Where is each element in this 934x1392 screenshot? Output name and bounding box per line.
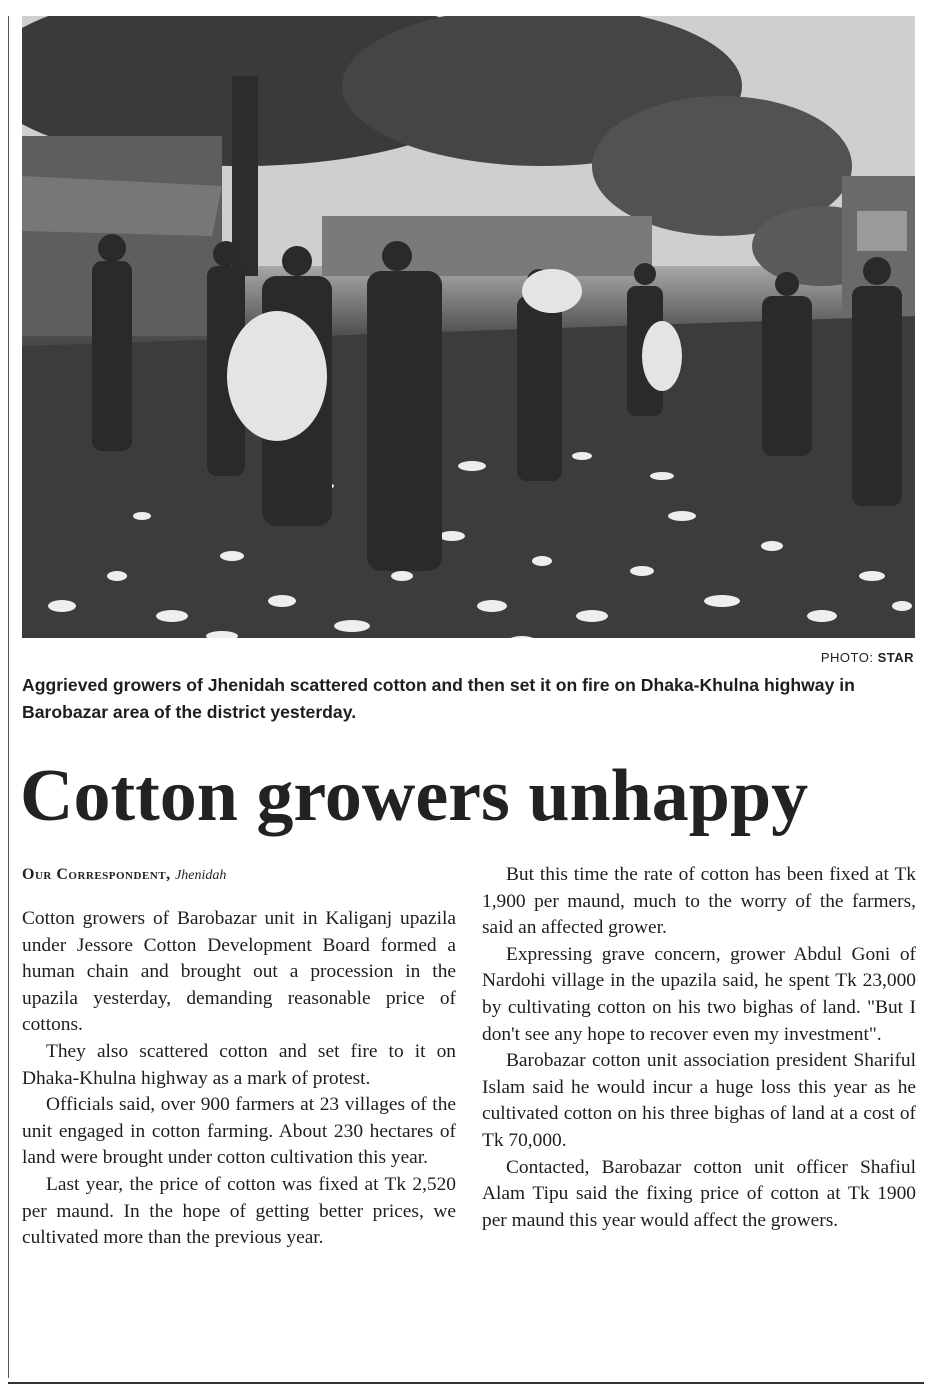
page-border-bottom xyxy=(8,1382,924,1384)
article-paragraph: Cotton growers of Barobazar unit in Kaliganj upazila under Jessore Cotton Development Board formed a human chain and brought out a procession in the upazila yesterday, demanding reasonable price of cottons. xyxy=(22,908,456,1036)
photo-caption: Aggrieved growers of Jhenidah scattered cotton and then set it on fire on Dhaka-Khulna highway in Barobazar area of the district yesterday. xyxy=(22,675,855,722)
article-paragraph: But this time the rate of cotton has been fixed at Tk 1,900 per maund, much to the worry of the farmers, said an affected grower. xyxy=(482,864,916,939)
article-paragraph: Expressing grave concern, grower Abdul Goni of Nardohi village in the upazila said, he spent Tk 23,000 by cultivating cotton on his two bighas of land. "But I don't see any hope to recover even my investment". xyxy=(482,943,916,1045)
article-column-right xyxy=(482,862,916,1234)
article-paragraph: Officials said, over 900 farmers at 23 villages of the unit engaged in cotton farming. About 230 hectares of land were brought under cotton cultivation this year. xyxy=(22,1094,456,1169)
article-paragraph: Last year, the price of cotton was fixed at Tk 2,520 per maund. In the hope of getting better prices, we cultivated more than the previous year. xyxy=(22,1173,456,1249)
byline xyxy=(22,866,226,884)
article-paragraph: Contacted, Barobazar cotton unit officer Shafiul Alam Tipu said the fixing price of cotton at Tk 1900 per maund this year would affect the growers. xyxy=(482,1156,916,1231)
article-paragraph: They also scattered cotton and set fire to it on Dhaka-Khulna highway as a mark of protest. xyxy=(22,1040,456,1089)
page-border-left xyxy=(8,16,9,1378)
byline-place: Jhenidah xyxy=(175,868,227,883)
photo-credit-label: PHOTO: xyxy=(820,650,874,665)
article-column-left xyxy=(22,906,456,1252)
byline-author: Our Correspondent, xyxy=(22,866,171,883)
news-photo xyxy=(22,16,915,638)
headline: Cotton growers unhappy xyxy=(20,755,809,837)
photo-credit xyxy=(821,650,914,665)
photo-credit-source: STAR xyxy=(877,650,914,665)
article-paragraph: Barobazar cotton unit association president Shariful Islam said he would incur a huge loss this year as he cultivated cotton on his three bighas of land at a cost of Tk 70,000. xyxy=(482,1050,916,1151)
